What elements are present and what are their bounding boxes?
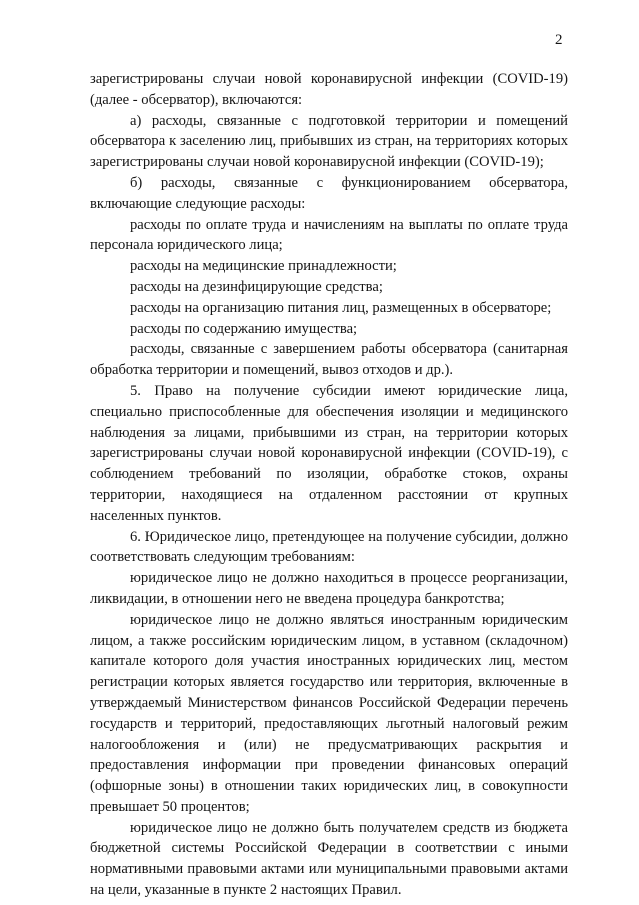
paragraph-section-6: 6. Юридическое лицо, претендующее на получение субсидии, должно соответствовать следующим требованиям: [90,528,568,566]
paragraph-expense-disinfectant: расходы на дезинфицирующие средства; [130,278,383,295]
page-number: 2 [555,32,563,48]
paragraph-observatory-intro: зарегистрированы случаи новой коронавирусной инфекции (COVID-19) (далее - обсерватор), включаются: [90,71,568,108]
paragraph-requirement-foreign-entity: юридическое лицо не должно являться иностранным юридическим лицом, а также российским юридическим лицом, в уставном (складочном) капитале которого доля участия иностранных юридических лиц, местом регистрации которых является государство или территория, включенные в утверждаемый Министерством финансов Российской Федерации перечень государств и территорий, предоставляющих льготный налоговый режим налогообложения и (или) не предусматривающих раскрытия и предоставления информации при проведении финансовых операций (офшорные зоны) в отношении таких юридических лиц, в совокупности превышает 50 процентов; [90,611,568,815]
paragraph-item-a: а) расходы, связанные с подготовкой территории и помещений обсерватора к заселению лиц, прибывших из стран, на территориях которых зарегистрированы случаи новой коронавирусной инфекции (COVID-19); [90,112,568,171]
paragraph-item-b: б) расходы, связанные с функционированием обсерватора, включающие следующие расходы: [90,174,568,212]
paragraph-requirement-budget-funds: юридическое лицо не должно быть получателем средств из бюджета бюджетной системы Российской Федерации в соответствии с иными нормативными правовыми актами или муниципальными правовыми актами на цели, указанные в пункте 2 настоящих Правил. [90,819,568,899]
paragraph-expense-labor: расходы по оплате труда и начислениям на выплаты по оплате труда персонала юридического лица; [90,216,568,254]
paragraph-expense-catering: расходы на организацию питания лиц, размещенных в обсерваторе; [130,299,552,316]
paragraph-expense-property: расходы по содержанию имущества; [130,320,358,337]
paragraph-expense-closure: расходы, связанные с завершением работы обсерватора (санитарная обработка территории и помещений, вывоз отходов и др.). [90,341,568,379]
document-body [90,69,568,901]
paragraph-section-5: 5. Право на получение субсидии имеют юридические лица, специально приспособленные для обеспечения изоляции и медицинского наблюдения за лицами, прибывшими из стран, на территории которых зарегистрированы случаи новой коронавирусной инфекции (COVID-19), с соблюдением требований по изоляции, обработке стоков, охраны территории, находящиеся на отдаленном расстоянии от крупных населенных пунктов. [90,382,568,524]
paragraph-requirement-reorganization: юридическое лицо не должно находиться в процессе реорганизации, ликвидации, в отношении него не введена процедура банкротства; [90,570,568,607]
paragraph-expense-medical: расходы на медицинские принадлежности; [130,258,397,275]
